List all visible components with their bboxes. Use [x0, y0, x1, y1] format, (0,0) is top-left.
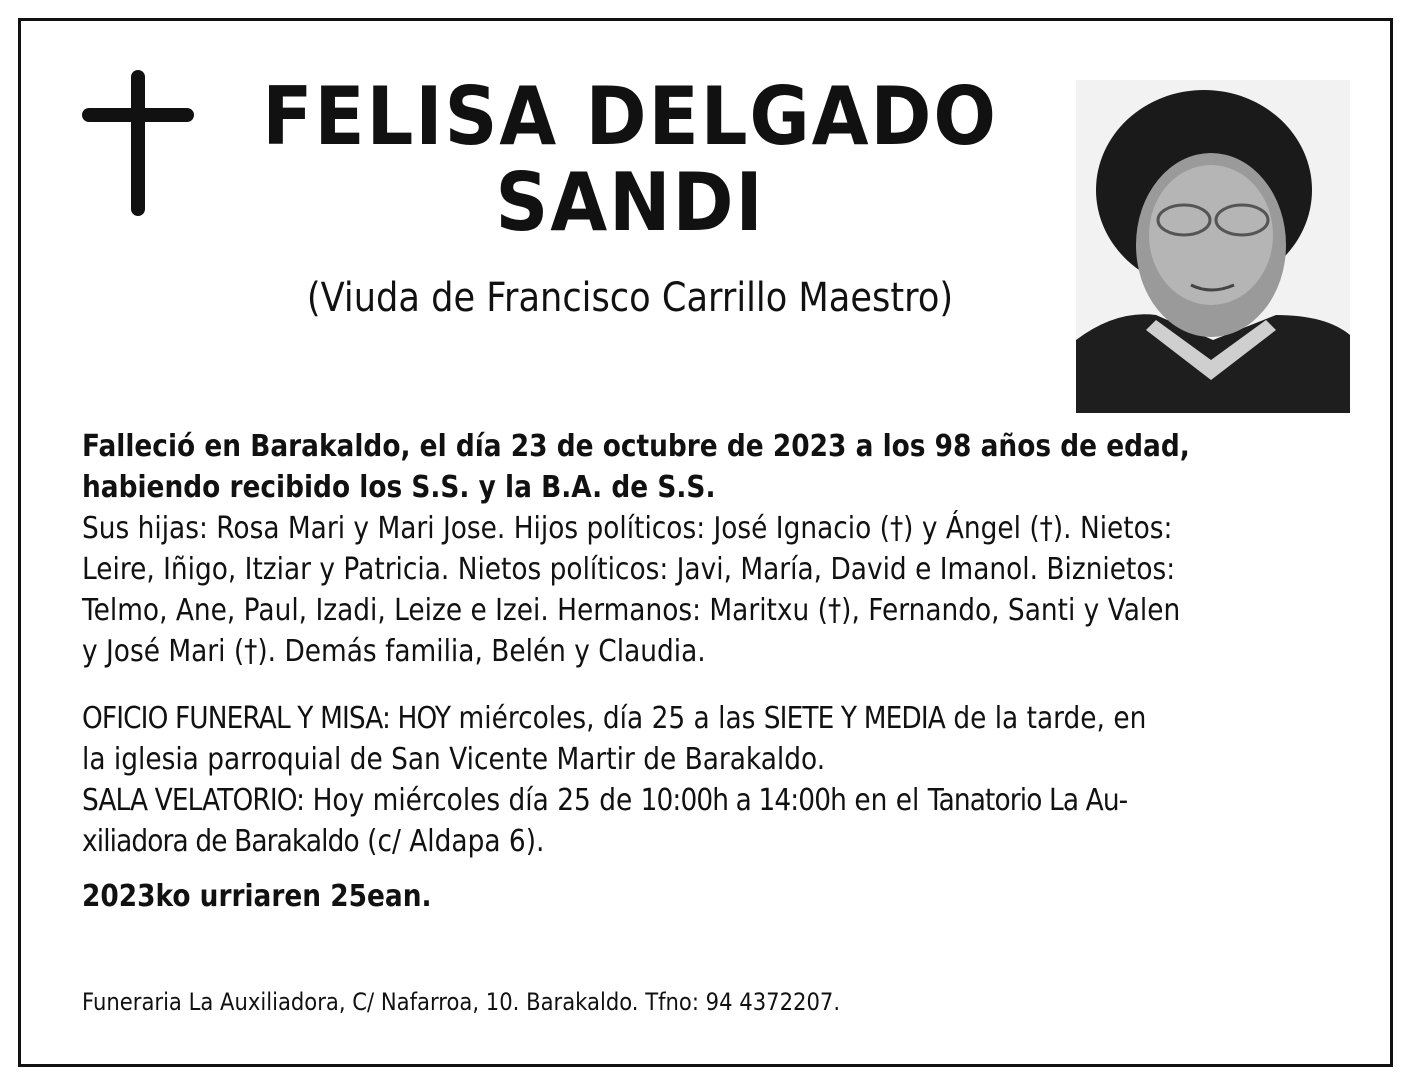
- body-text: Leire, Iñigo, Itziar y Patricia. Nietos políticos: Javi, María, David e Imanol. Biznietos:: [82, 552, 1176, 587]
- body-text: Telmo, Ane, Paul, Izadi, Leize e Izei. Hermanos: Maritxu (†), Fernando, Santi y Valen: [82, 593, 1181, 628]
- name-line-2: SANDI: [495, 156, 765, 249]
- emphasis-text: SIETE Y MEDIA: [763, 701, 945, 736]
- text-line: [82, 508, 1333, 549]
- text-line: [82, 821, 1333, 862]
- emphasis-text: OFICIO FUNERAL Y MISA: HOY: [82, 701, 451, 736]
- notice-body: [82, 426, 1333, 917]
- body-text: Hoy miércoles día 25 de: [304, 783, 641, 818]
- body-text: miércoles, día 25 a las: [450, 701, 764, 736]
- body-text: Sus hijas: Rosa Mari y Mari Jose. Hijos políticos: José Ignacio (†) y Ángel (†). Nietos:: [82, 511, 1173, 546]
- text-line: [82, 426, 1333, 467]
- text-line: [82, 549, 1333, 590]
- name-line-1: FELISA DELGADO: [262, 70, 998, 163]
- body-text: de la tarde, en: [944, 701, 1147, 736]
- emphasis-text: habiendo recibido los S.S. y la B.A. de S.S.: [82, 470, 716, 505]
- funeral-home-footer: Funeraria La Auxiliadora, C/ Nafarroa, 10. Barakaldo. Tfno: 94 4372207.: [82, 988, 841, 1016]
- body-text: la iglesia parroquial de San Vicente Martir de Barakaldo.: [82, 742, 826, 777]
- text-line: [82, 780, 1333, 821]
- emphasis-text: SALA VELATORIO:: [82, 783, 305, 818]
- paragraph-gap: [82, 862, 1333, 876]
- text-line: [82, 590, 1333, 631]
- text-line: [82, 631, 1333, 672]
- emphasis-text: 2023ko urriaren 25ean.: [82, 879, 432, 914]
- emphasis-text: xiliadora de Barakaldo: [82, 824, 359, 859]
- latin-cross-icon: [82, 70, 194, 216]
- emphasis-text: Falleció en Barakaldo, el día 23 de octubre de 2023 a los 98 años de edad,: [82, 429, 1190, 464]
- deceased-name: [262, 70, 998, 249]
- emphasis-text: 10:00h a 14:00h: [640, 783, 846, 818]
- body-text: en el: [845, 783, 928, 818]
- body-text: (c/ Aldapa 6).: [358, 824, 545, 859]
- paragraph-gap: [82, 672, 1333, 698]
- portrait-photo: [1076, 80, 1350, 413]
- text-line: [82, 698, 1333, 739]
- text-line: [82, 467, 1333, 508]
- subtitle: (Viuda de Francisco Carrillo Maestro): [306, 275, 954, 321]
- body-text: y José Mari (†). Demás familia, Belén y Claudia.: [82, 634, 706, 669]
- text-line: [82, 739, 1333, 780]
- emphasis-text: Tanatorio La Au-: [927, 783, 1128, 818]
- text-line: [82, 876, 1333, 917]
